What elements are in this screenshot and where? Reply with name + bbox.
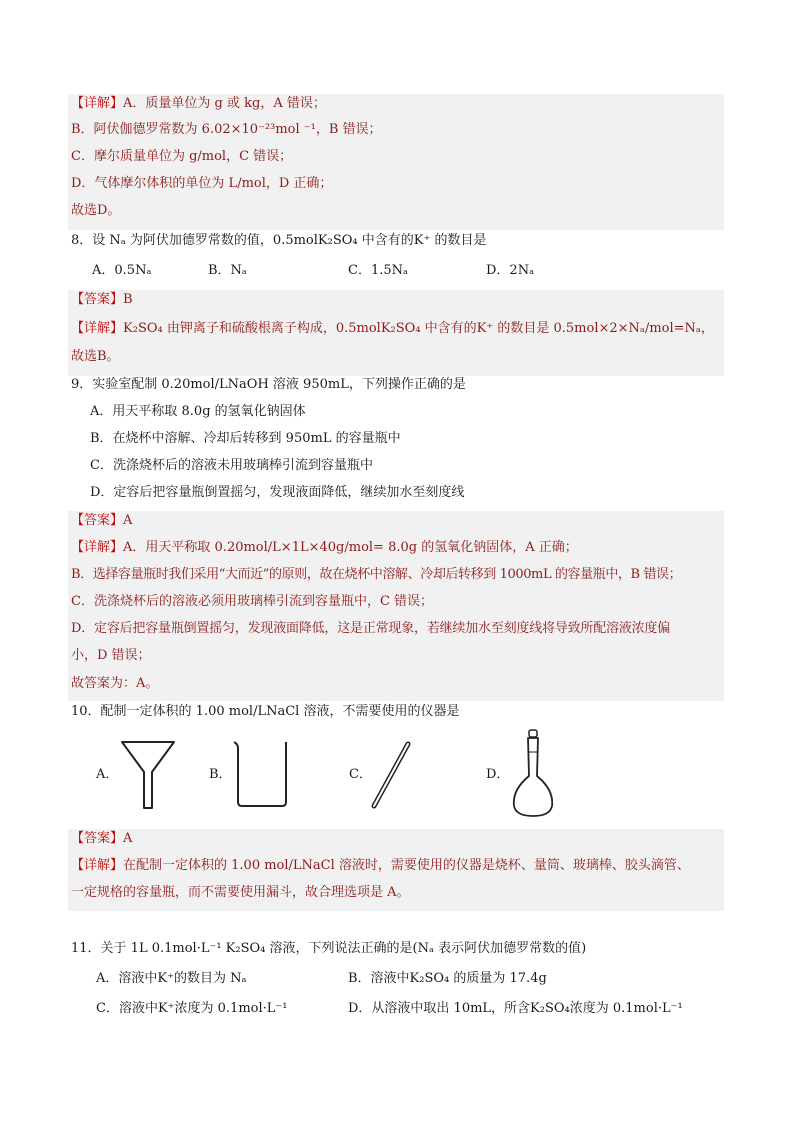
q10-option-a: A． xyxy=(96,767,119,782)
q11-option-b: B．溶液中K₂SO₄ 的质量为 17.4g xyxy=(348,971,547,986)
q8-option-a: A．0.5Nₐ xyxy=(92,263,152,278)
q11-option-d: D．从溶液中取出 10mL，所含K₂SO₄浓度为 0.1mol·L⁻¹ xyxy=(348,1001,683,1016)
q10-answer xyxy=(71,830,132,848)
q8-option-b: B．Nₐ xyxy=(208,263,247,278)
q7-explanation-line4: D．气体摩尔体积的单位为 L/mol，D 正确； xyxy=(71,176,333,191)
q9-option-b: B．在烧杯中溶解、冷却后转移到 950mL 的容量瓶中 xyxy=(90,431,401,446)
answer-tag: 【答案】 xyxy=(71,831,124,846)
q9-explanation-line1 xyxy=(71,539,578,557)
q9-explanation-line3: C．洗涤烧杯后的溶液必须用玻璃棒引流到容量瓶中，C 错误； xyxy=(71,594,434,609)
explanation-text: A．质量单位为 g 或 kg，A 错误； xyxy=(123,96,326,111)
explanation-tag: 【详解】 xyxy=(71,96,124,111)
q8-answer xyxy=(71,291,133,309)
q9-explanation-line2: B．选择容量瓶时我们采用“大而近”的原则，故在烧杯中溶解、冷却后转移到 1000mL 的容量瓶中，B 错误； xyxy=(71,567,682,582)
q8-stem: 8．设 Nₐ 为阿伏加德罗常数的值，0.5molK₂SO₄ 中含有的K⁺ 的数目是 xyxy=(71,233,487,248)
answer-value: A xyxy=(123,831,133,846)
q11-stem: 11．关于 1L 0.1mol·L⁻¹ K₂SO₄ 溶液，下列说法正确的是(Nₐ 表示阿伏加德罗常数的值) xyxy=(71,941,587,956)
q8-explanation-line1 xyxy=(71,320,714,338)
funnel-icon xyxy=(118,738,178,810)
explanation-tag: 【详解】 xyxy=(71,321,124,336)
q9-option-c: C．洗涤烧杯后的溶液未用玻璃棒引流到容量瓶中 xyxy=(90,458,373,473)
volumetric-flask-icon xyxy=(508,728,558,820)
explanation-text: A．用天平称取 0.20mol/L×1L×40g/mol= 8.0g 的氢氧化钠固体，A 正确； xyxy=(123,540,578,555)
answer-tag: 【答案】 xyxy=(71,513,124,528)
q9-answer xyxy=(71,512,132,530)
q10-explanation-line2: 一定规格的容量瓶，而不需要使用漏斗，故合理选项是 A。 xyxy=(71,885,410,900)
q11-option-a: A．溶液中K⁺的数目为 Nₐ xyxy=(96,971,247,986)
q9-option-a: A．用天平称取 8.0g 的氢氧化钠固体 xyxy=(90,404,306,419)
explanation-tag: 【详解】 xyxy=(71,540,124,555)
q9-explanation-line4: D．定容后把容量瓶倒置摇匀，发现液面降低，这是正常现象，若继续加水至刻度线将导致所配溶液浓度偏 xyxy=(71,621,671,636)
q10-option-d: D． xyxy=(486,767,510,782)
q9-explanation-line5: 小，D 错误； xyxy=(71,648,151,663)
q10-option-c: C． xyxy=(349,767,372,782)
q7-explanation-line3: C．摩尔质量单位为 g/mol，C 错误； xyxy=(71,149,293,164)
q10-option-b: B． xyxy=(209,767,232,782)
q8-explanation-line2: 故选B。 xyxy=(71,349,120,364)
q7-explanation-line2: B．阿伏伽德罗常数为 6.02×10⁻²³mol ⁻¹，B 错误； xyxy=(71,122,382,137)
q7-explanation-line1 xyxy=(71,95,326,113)
q8-option-c: C．1.5Nₐ xyxy=(348,263,409,278)
q9-option-d: D．定容后把容量瓶倒置摇匀，发现液面降低，继续加水至刻度线 xyxy=(90,485,465,500)
answer-value: B xyxy=(123,292,133,307)
glass-rod-icon xyxy=(368,740,414,810)
answer-value: A xyxy=(123,513,133,528)
q7-explanation-line5: 故选D。 xyxy=(71,203,121,218)
q10-stem: 10．配制一定体积的 1.00 mol/LNaCl 溶液，不需要使用的仪器是 xyxy=(71,704,460,719)
explanation-text: 在配制一定体积的 1.00 mol/LNaCl 溶液时，需要使用的仪器是烧杯、量筒、玻璃棒、胶头滴管、 xyxy=(123,858,690,873)
explanation-tag: 【详解】 xyxy=(71,858,124,873)
explanation-text: K₂SO₄ 由钾离子和硫酸根离子构成，0.5molK₂SO₄ 中含有的K⁺ 的数目是 0.5mol×2×Nₐ/mol=Nₐ， xyxy=(123,321,714,336)
answer-tag: 【答案】 xyxy=(71,292,124,307)
q8-option-d: D．2Nₐ xyxy=(486,263,535,278)
q11-option-c: C．溶液中K⁺浓度为 0.1mol·L⁻¹ xyxy=(96,1001,288,1016)
q9-stem: 9．实验室配制 0.20mol/LNaOH 溶液 950mL，下列操作正确的是 xyxy=(71,377,466,392)
q9-explanation-line6: 故答案为：A。 xyxy=(71,676,159,691)
q10-explanation-line1 xyxy=(71,857,690,875)
beaker-icon xyxy=(232,738,292,808)
